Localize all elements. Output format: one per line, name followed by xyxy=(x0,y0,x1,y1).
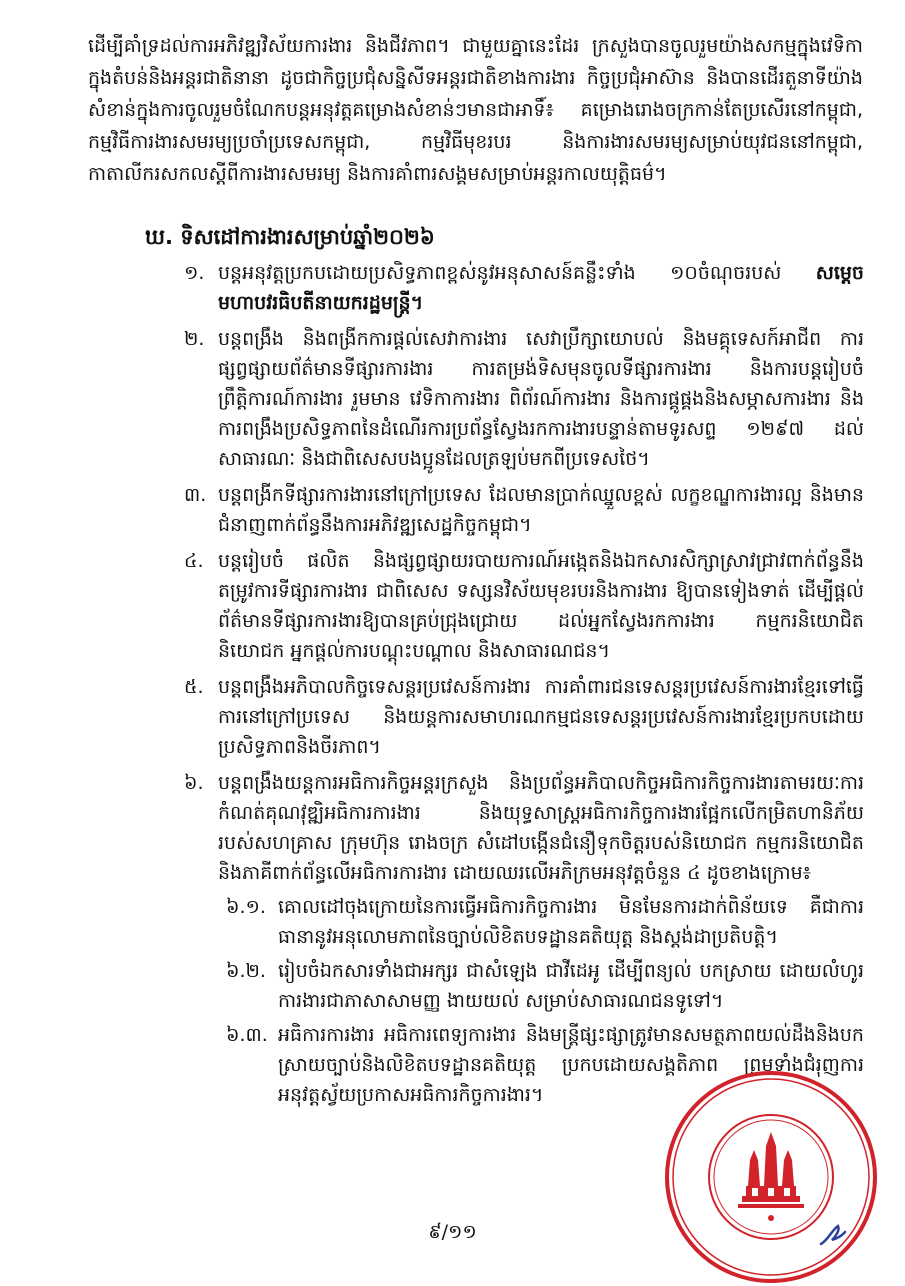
sub-item-text: អធិការការងារ អធិការពេទ្យការងារ និងមន្ត្រីផ្សះផ្សាត្រូវមានសមត្ថភាពយល់ដឹងនិងបកស្រាយច្បាប់និងលិខិតបទដ្ឋានគតិយុត្ត ប្រកបដោយសង្គតិភាព ព្រមទាំងជំរុញការអនុវត្តស្វ័យប្រកាសអធិការកិច្ចការងារ។ xyxy=(278,1024,864,1106)
seal-graphic xyxy=(662,1068,880,1286)
sub-item-text: គោលដៅចុងក្រោយនៃការធ្វើអធិការកិច្ចការងារ មិនមែនការដាក់ពិន័យទេ គឺជាការធានានូវអនុលោមភាពនៃច្បាប់លិខិតបទដ្ឋានគតិយុត្ត និងស្ដង់ដាប្រតិបត្តិ។ xyxy=(278,896,864,948)
item-text: បន្តពង្រឹង និងពង្រីកការផ្ដល់សេវាការងារ សេវាប្រឹក្សាយោបល់ និងមគ្គុទេសក៍អាជីព ការផ្សព្វផ្សាយព័ត៌មានទីផ្សារការងារ ការតម្រង់ទិសមុនចូលទីផ្សារការងារ និងការបន្តរៀបចំព្រឹត្តិការណ៍ការងារ រួមមាន វេទិកាការងារ ពិព័រណ៍ការងារ និងការផ្គូផ្គងនិងសម្ភាសការងារ និងការពង្រឹងប្រសិទ្ធភាពនៃដំណើរការប្រព័ន្ធស្វែងរកការងារបន្ទាន់តាមទូរសព្ទ ១២៩៧ ដល់សាធារណៈ និងជាពិសេសបងប្អូនដែលត្រឡប់មកពីប្រទេសថៃ។ xyxy=(218,328,864,470)
sub-item-text: រៀបចំឯកសារទាំងជាអក្សរ ជាសំឡេង ជាវីដេអូ ដើម្បីពន្យល់ បកស្រាយ ដោយលំហូរការងារជាភាសាសាមញ្ញ ងាយយល់ សម្រាប់សាធារណជនទូទៅ។ xyxy=(278,960,864,1012)
list-item xyxy=(184,324,864,474)
item-bold-text: សម្តេចមហាបវរធិបតីនាយករដ្ឋមន្ត្រី។ xyxy=(218,262,864,314)
intro-paragraph: ដើម្បីគាំទ្រដល់ការអភិវឌ្ឍវិស័យការងារ និងជីវភាព។ ជាមួយគ្នានេះដែរ ក្រសួងបានចូលរួមយ៉ាងសកម្មក្នុងវេទិកាក្នុងតំបន់និងអន្តរជាតិនានា ដូចជាកិច្ចប្រជុំសន្និសីទអន្តរជាតិខាងការងារ កិច្ចប្រជុំអាស៊ាន និងបានដើរតួនាទីយ៉ាងសំខាន់ក្នុងការចូលរួមចំណែកបន្តអនុវត្តគម្រោងសំខាន់ៗមានជាអាទិ៍៖ គម្រោងរោងចក្រកាន់តែប្រសើរនៅកម្ពុជា, កម្មវិធីការងារសមរម្យប្រចាំប្រទេសកម្ពុជា, កម្មវិធីមុខរបរ និងការងារសមរម្យសម្រាប់យុវជននៅកម្ពុជា, កាតាលីករសកលស្ដីពីការងារសមរម្យ និងការគាំពារសង្គមសម្រាប់អន្តរកាលយុត្តិធម៌។ xyxy=(88,35,863,185)
sub-item-number: ៦.១. xyxy=(226,896,266,918)
sub-item-number: ៦.២. xyxy=(226,960,266,982)
sub-list-item xyxy=(226,956,864,1016)
item-number: ៤. xyxy=(184,550,204,572)
item-number: ៥. xyxy=(184,676,204,698)
item-number: ១. xyxy=(184,262,205,284)
page-number: ៩/១១ xyxy=(428,1221,477,1243)
list-item xyxy=(184,672,864,762)
item-number: ៣. xyxy=(184,484,207,506)
sub-item-number: ៦.៣. xyxy=(226,1024,268,1046)
official-seal xyxy=(662,1068,880,1286)
directions-list xyxy=(184,258,864,1116)
item-text: បន្តពង្រឹងអភិបាលកិច្ចទេសន្តរប្រវេសន៍ការងារ ការគាំពារជនទេសន្តរប្រវេសន៍ការងារខ្មែរទៅធ្វើការនៅក្រៅប្រទេស និងយន្តការសមាហរណកម្មជនទេសន្តរប្រវេសន៍ការងារខ្មែរប្រកបដោយប្រសិទ្ធភាពនិងចីរភាព។ xyxy=(218,676,864,758)
item-text: បន្តពង្រីកទីផ្សារការងារនៅក្រៅប្រទេស ដែលមានប្រាក់ឈ្នួលខ្ពស់ លក្ខខណ្ឌការងារល្អ និងមានជំនាញពាក់ព័ន្ធនឹងការអភិវឌ្ឍសេដ្ឋកិច្ចកម្ពុជា។ xyxy=(218,484,864,536)
item-text: បន្តពង្រឹងយន្តការអធិការកិច្ចអន្តរក្រសួង និងប្រព័ន្ធអភិបាលកិច្ចអធិការកិច្ចការងារតាមរយៈការកំណត់គុណវុឌ្ឍិអធិការការងារ និងយុទ្ធសាស្ត្រអធិការកិច្ចការងារផ្អែកលើកម្រិតហានិភ័យរបស់សហគ្រាស ក្រុមហ៊ុន រោងចក្រ សំដៅបង្កើនជំនឿទុកចិត្តរបស់និយោជក កម្មករនិយោជិត និងភាគីពាក់ព័ន្ធលើអធិការការងារ ដោយឈរលើអភិក្រមអនុវត្តចំនួន ៤ ដូចខាងក្រោម៖ xyxy=(218,772,864,884)
temple-icon xyxy=(738,1132,804,1208)
item-number: ៦. xyxy=(184,772,204,794)
item-text: បន្តរៀបចំ ផលិត និងផ្សព្វផ្សាយរបាយការណ៍អង្កេតនិងឯកសារសិក្សាស្រាវជ្រាវពាក់ព័ន្ធនឹងតម្រូវការទីផ្សារការងារ ជាពិសេស ទស្សនវិស័យមុខរបរនិងការងារ ឱ្យបានទៀងទាត់ ដើម្បីផ្ដល់ព័ត៌មានទីផ្សារការងារឱ្យបានគ្រប់ជ្រុងជ្រោយ ដល់អ្នកស្វែងរកការងារ កម្មករនិយោជិត និយោជក អ្នកផ្ដល់ការបណ្ដុះបណ្ដាល និងសាធារណជន។ xyxy=(218,550,864,662)
item-number: ២. xyxy=(184,328,205,350)
sub-list-item xyxy=(226,892,864,952)
list-item xyxy=(184,480,864,540)
item-text: បន្តអនុវត្តប្រកបដោយប្រសិទ្ធភាពខ្ពស់នូវអនុសាសន៍គន្លឹះទាំង ១០ចំណុចរបស់ xyxy=(218,262,816,284)
list-item xyxy=(184,546,864,666)
section-heading: ឃ. ទិសដៅការងារសម្រាប់ឆ្នាំ២០២៦ xyxy=(145,225,435,249)
list-item xyxy=(184,258,864,318)
list-item xyxy=(184,768,864,1110)
